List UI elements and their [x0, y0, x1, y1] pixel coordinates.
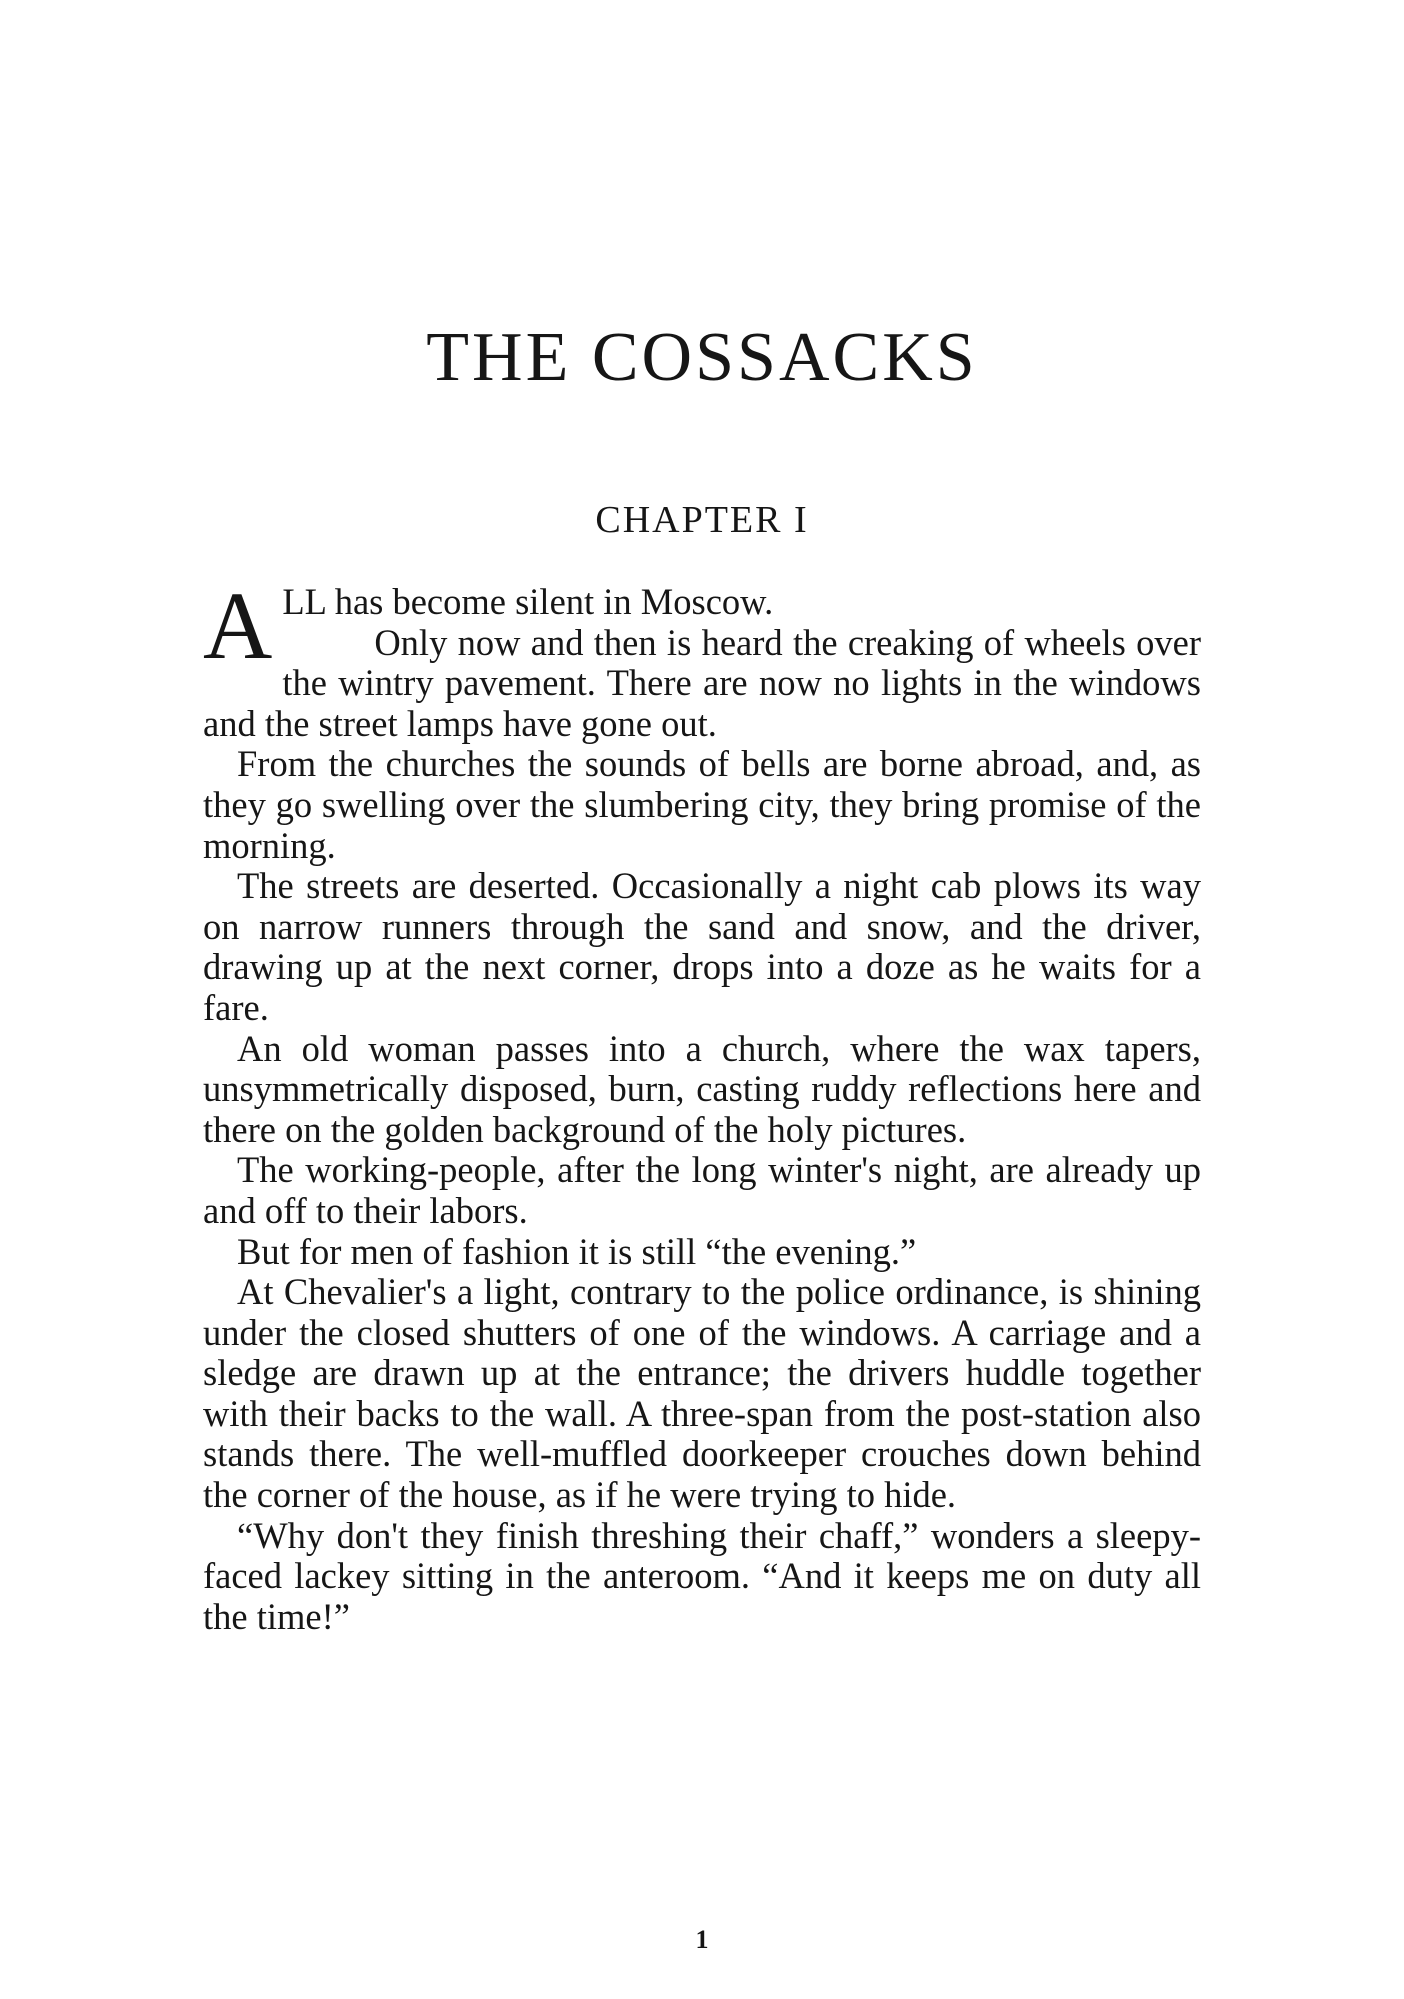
- page-number: 1: [695, 1925, 709, 1954]
- chapter-text: [203, 572, 1201, 1637]
- opening-paragraph: [203, 572, 1201, 744]
- paragraph-old-woman: An old woman passes into a church, where the wax tapers, unsymmetrically disposed, burn, casting ruddy reflections here and there on the golden background of the holy pictures.: [203, 1027, 1201, 1150]
- paragraph-lackey: “Why don't they finish threshing their chaff,” wonders a sleepy-faced lackey sitting in the anteroom. “And it keeps me on duty all the time!”: [203, 1514, 1201, 1637]
- opening-continuation: Only now and then is heard the creaking of wheels over the wintry pavement. There are now no lights in the windows and the street lamps have gone out.: [203, 621, 1201, 744]
- drop-cap: A: [203, 572, 273, 679]
- opening-first-line: LL has become silent in Moscow.: [282, 581, 774, 622]
- paragraph-men-of-fashion: But for men of fashion it is still “the evening.”: [237, 1230, 917, 1272]
- paragraph-chevalier: At Chevalier's a light, contrary to the police ordinance, is shining under the closed shutters of one of the windows. A carriage and a sledge are drawn up at the entrance; the drivers huddle together with their backs to the wall. A three-span from the post-station also stands there. The well-muffled doorkeeper crouches down behind the corner of the house, as if he were trying to hide.: [203, 1271, 1201, 1516]
- chapter-heading: CHAPTER I: [595, 499, 809, 541]
- book-title: THE COSSACKS: [426, 319, 978, 396]
- paragraph-streets: The streets are deserted. Occasionally a night cab plows its way on narrow runners through the sand and snow, and the driver, drawing up at the next corner, drops into a doze as he waits for a fare.: [203, 865, 1201, 1028]
- paragraph-bells: From the churches the sounds of bells are borne abroad, and, as they go swelling over the slumbering city, they bring promise of the morning.: [203, 743, 1201, 866]
- paragraph-working-people: The working-people, after the long winter's night, are already up and off to their labors.: [203, 1149, 1201, 1231]
